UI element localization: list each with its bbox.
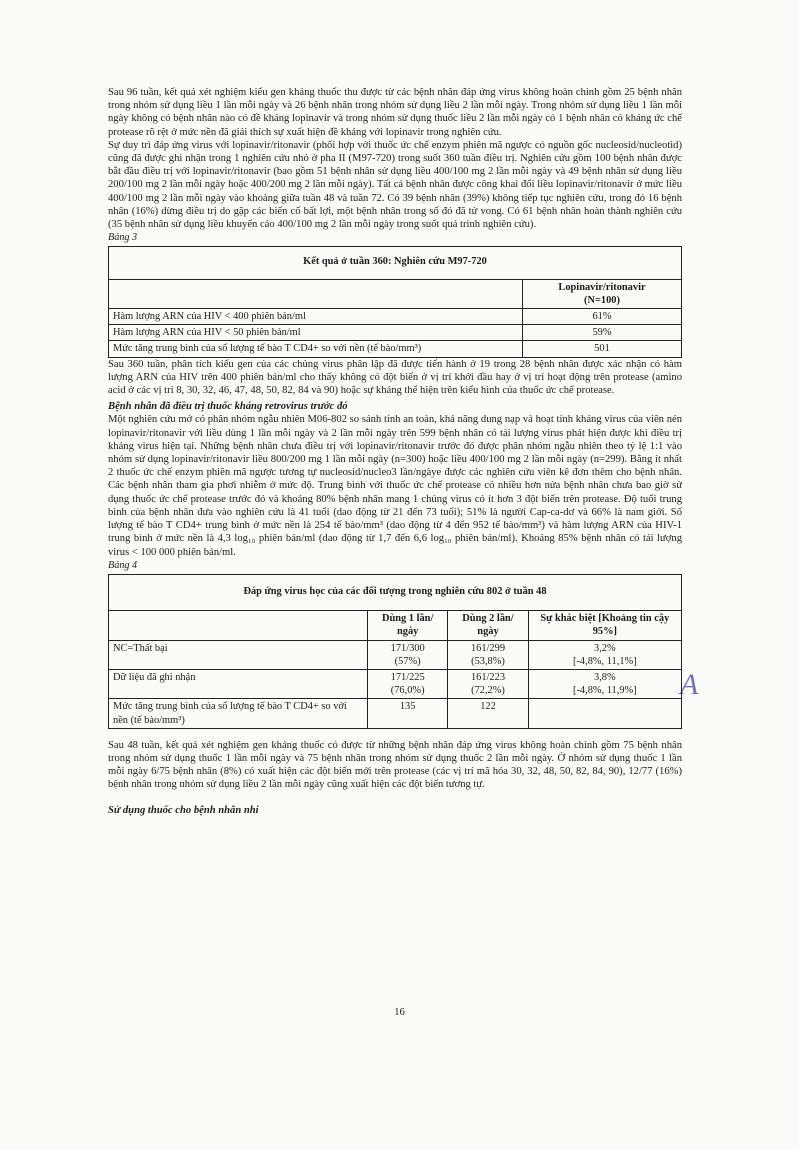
section-heading-pediatric: Sử dụng thuốc cho bệnh nhân nhi [108, 804, 259, 816]
table4-row-label: NC=Thất bại [109, 640, 368, 669]
table4-header-empty [109, 611, 368, 640]
table4-row-label: Dữ liệu đã ghi nhận [109, 669, 368, 698]
table4-cell: (76,0%) [390, 685, 425, 697]
table3-title: Kết quả ở tuần 360: Nghiên cứu M97-720 [109, 247, 682, 279]
table4-caption: Bảng 4 [108, 559, 138, 571]
paragraph-m97-720: Sự duy trì đáp ứng virus với lopinavir/ritonavir (phối hợp với thuốc ức chế enzym phiên mã ngược có nguồn gốc nucleosid/nucleotid) cũng đã được ghi nhận trong 1 nghiên cứu nhỏ ở pha II (M97-720) trong suốt 360 tuần điều trị. Nghiên cứu gồm 100 bệnh nhân được bắt đầu điều trị với lopinavir/ritonavir (bao gồm 51 bệnh nhân sử dụng liều 400/100 mg 2 lần mỗi ngày và 49 bệnh nhân sử dụng liều 200/100 mg 2 lần mỗi ngày hoặc 400/200 mg 2 lần mỗi ngày). Tất cả bệnh nhân được công khai đổi liều lopinavir/ritonavir ở mức liều 400/100 mg 2 lần mỗi ngày vào khoảng giữa tuần 48 và tuần 72. Có 39 bệnh nhân (39%) không tiếp tục nghiên cứu, trong đó 16 bệnh nhân (16%) dừng điều trị do gặp các biến cố bất lợi, một bệnh nhân trong số đó đã tử vong. Có 61 bệnh nhân hoàn thành nghiên cứu (35 bệnh nhân sử dụng liều khuyến cáo 400/100 mg 2 lần mỗi ngày trong suốt quá trình nghiên cứu). [108, 139, 682, 231]
table4-cell: 171/225 [390, 671, 425, 683]
table4-cell: 161/223 [470, 671, 506, 683]
table3-row-value: 61% [523, 309, 682, 325]
table-row [109, 325, 682, 341]
table-row [109, 640, 682, 669]
table4-col-header-difference: Sự khác biệt [Khoảng tin cậy 95%] [528, 611, 681, 640]
table4-cell: 135 [368, 699, 448, 728]
table4-row-label: Mức tăng trung bình của số lượng tế bào T CD4+ so với nền (tế bào/mm³) [109, 699, 368, 728]
table-row [109, 669, 682, 698]
table4-cell: 122 [448, 699, 528, 728]
section-heading-pretreated: Bệnh nhân đã điều trị thuốc kháng retrovirus trước đó [108, 401, 348, 413]
table3-header-empty [109, 279, 523, 308]
table3-row-value: 501 [523, 341, 682, 357]
paragraph-resistance-48w: Sau 48 tuần, kết quả xét nghiệm gen kháng thuốc có được từ những bệnh nhân đáp ứng virus không hoàn chỉnh gồm 75 bệnh nhân trong nhóm sử dụng thuốc 1 lần mỗi ngày và 75 bệnh nhân trong nhóm sử dụng thuốc 2 lần mỗi ngày. Ở nhóm sử dụng thuốc 1 lần mỗi ngày 6/75 bệnh nhân (8%) có xuất hiện các đột biến mới trên protease (các vị trí mã hóa 30, 32, 48, 50, 82, 84, 90), 12/77 (16%) bệnh nhân trong nhóm sử dụng liều 2 lần mỗi ngày cũng xuất hiện các đột biến tương tự. [108, 739, 682, 791]
table4-cell: [-4,8%, 11,1%] [572, 655, 637, 667]
table3-row-value: 59% [523, 325, 682, 341]
table4-cell: 3,8% [594, 671, 616, 683]
table3-row-label: Hàm lượng ARN của HIV < 50 phiên bản/ml [109, 325, 523, 341]
table-row [109, 699, 682, 728]
table4-cell: [-4,8%, 11,9%] [572, 685, 637, 697]
table4-cell: 3,2% [594, 642, 616, 654]
table-m97-720-results [108, 246, 682, 357]
red-seal-stamp [749, 60, 799, 340]
table4-cell: (57%) [394, 655, 421, 667]
paragraph-genotype-360w: Sau 360 tuần, phân tích kiểu gen của các chủng virus phân lập đã được tiến hành ở 19 trong 28 bệnh nhân được xác nhận có hàm lượng ARN của HIV trên 400 phiên bản/ml cho thấy không có đột biến ở vị trí khởi đầu hay ở vị trí hoạt động trên protease (amino acid ở các vị trí 8, 30, 32, 46, 47, 48, 50, 82, 84 và 90) hoặc sự kháng thể hiện trên kiểu hình của thuốc ức chế protease. [108, 358, 682, 397]
table4-cell: (53,8%) [471, 655, 505, 667]
table4-col-header-twice-daily: Dùng 2 lần/ ngày [448, 611, 528, 640]
paragraph-m06-802: Một nghiên cứu mở có phân nhóm ngẫu nhiên M06-802 so sánh tính an toàn, khả năng dung nạp và hoạt tính kháng virus của viên nén lopinavir/ritonavir với liều dùng 1 lần mỗi ngày và 2 lần mỗi ngày trên 599 bệnh nhân có tải lượng virus phát hiện được khi điều trị kháng virus hiện tại. Những bệnh nhân chưa điều trị với lopinavir/ritonavir trước đó được phân nhóm ngẫu nhiên theo tỷ lệ 1:1 vào nhóm sử dụng lopinavir/ritonavir liều 800/200 mg 1 lần mỗi ngày (n=300) hoặc liều 400/100 mg 2 lần mỗi ngày (n=299). Bằng ít nhất 2 thuốc ức chế enzym phiên mã ngược tương tự nucleosid/nucleo3 lần/ngàye được các nghiên cứu viên kê đơn thêm cho bệnh nhân. Các bệnh nhân tham gia phơi nhiễm ở mức độ. Trung bình với thuốc ức chế protease có nhiều hơn nửa bệnh nhân chưa bao giờ sử dụng thuốc ức chế protease trước đó và khoảng 80% bệnh nhân mang 1 chủng virus có ít hơn 3 đột biến trên protease. Độ tuổi trung bình của bệnh nhân đưa vào nghiên cứu là 41 tuổi (dao động từ 21 đến 73 tuổi); 51% là người Cap-ca-dơ và 66% là nam giới. Số lượng tế bào T CD4+ trung bình ở mức nền là 254 tế bào/mm³ (dao động từ 4 đến 952 tế bào/mm³) và hàm lượng ARN của HIV-1 trung bình ở mức nền là 4,3 log₁₀ phiên bản/ml (dao động từ 1,7 đến 6,6 log₁₀ phiên bản/ml). Khoảng 85% bệnh nhân có tải lượng virus < 100 000 phiên bản/ml. [108, 414, 682, 558]
table4-cell: 161/299 [470, 642, 506, 654]
paragraph-resistance-96w: Sau 96 tuần, kết quả xét nghiệm kiểu gen kháng thuốc thu được từ các bệnh nhân đáp ứng virus không hoàn chỉnh gồm 25 bệnh nhân trong nhóm sử dụng liều 1 lần mỗi ngày và 26 bệnh nhân trong nhóm sử dụng liều 2 lần mỗi ngày. Trong nhóm sử dụng liều 1 lần mỗi ngày không có bệnh nhân nào có đề kháng lopinavir và trong nhóm sử dụng thuốc liều 2 lần mỗi ngày có 1 bệnh nhân có kháng ức chế protease rõ rệt ở mức nền đã giải thích sự xuất hiện đề kháng với lopinavir trong nghiên cứu. [108, 87, 682, 138]
page-number: 16 [394, 1007, 405, 1018]
table4-cell: 171/300 [390, 642, 425, 654]
table3-col-header: Lopinavir/ritonavir (N=100) [523, 279, 682, 308]
table4-title: Đáp ứng virus học của các đối tượng trong nghiên cứu 802 ở tuần 48 [109, 574, 682, 610]
document-body [108, 86, 682, 817]
table-row [109, 309, 682, 325]
table3-row-label: Hàm lượng ARN của HIV < 400 phiên bản/ml [109, 309, 523, 325]
table4-col-header-once-daily: Dùng 1 lần/ ngày [368, 611, 448, 640]
handwritten-signature-mark: A [680, 668, 699, 701]
table3-row-label: Mức tăng trung bình của số lượng tế bào T CD4+ so với nền (tế bào/mm³) [109, 341, 523, 357]
table4-cell [528, 699, 681, 728]
table-study-802-response [108, 574, 682, 729]
table4-cell: (72,2%) [471, 685, 505, 697]
table-row [109, 341, 682, 357]
table3-caption: Bảng 3 [108, 232, 138, 244]
